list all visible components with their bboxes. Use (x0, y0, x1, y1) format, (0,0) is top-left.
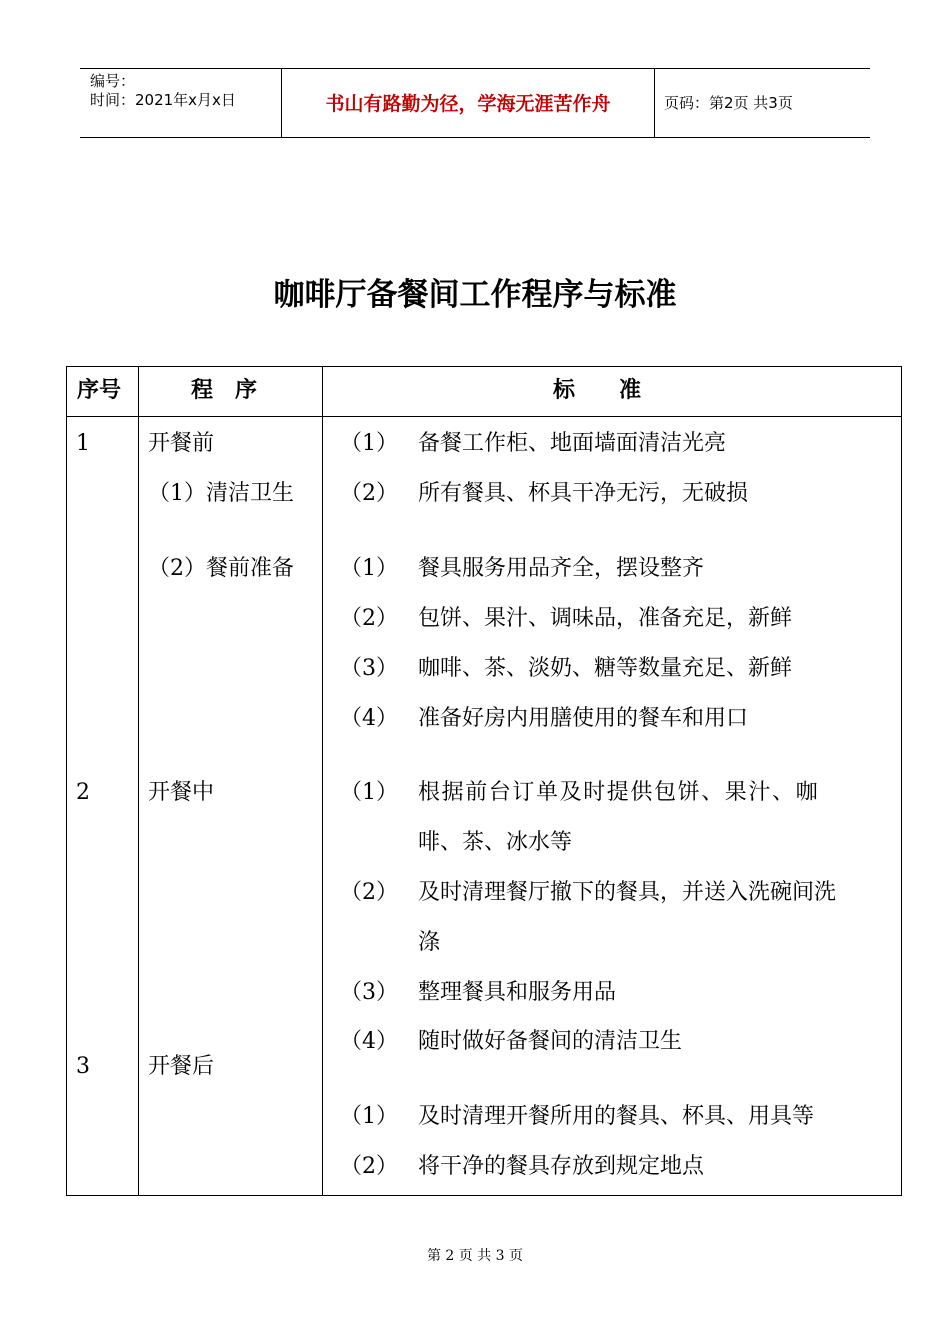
item-number: （1） (340, 780, 398, 805)
row-number: 2 (76, 780, 90, 805)
header-standard: 标 准 (553, 378, 642, 403)
header-center-cell (281, 69, 655, 137)
item-text: 随时做好备餐间的清洁卫生 (418, 1029, 683, 1054)
serial-label: 编号： (90, 72, 136, 90)
item-text: 整理餐具和服务用品 (418, 980, 617, 1005)
item-text: 咖啡、茶、淡奶、糖等数量充足、新鲜 (418, 656, 793, 681)
page-header (80, 68, 870, 138)
header-page-info: 页码：第2页 共3页 (664, 94, 793, 112)
item-number: （3） (340, 656, 398, 681)
procedure-sub-label: （2）餐前准备 (148, 556, 294, 581)
item-text: 及时清理开餐所用的餐具、杯具、用具等 (418, 1104, 815, 1129)
item-text: 餐具服务用品齐全，摆设整齐 (418, 556, 705, 581)
item-number: （4） (340, 1029, 398, 1054)
procedure-label: 开餐后 (148, 1054, 215, 1079)
procedure-label: 开餐中 (148, 780, 215, 805)
header-row-divider (67, 416, 901, 417)
item-text: 将干净的餐具存放到规定地点 (418, 1154, 705, 1179)
header-no: 序号 (77, 378, 122, 403)
page-footer: 第 2 页 共 3 页 (426, 1248, 524, 1264)
item-number: （4） (340, 706, 398, 731)
item-text-continued: 涤 (418, 930, 441, 955)
procedure-sub-label: （1）清洁卫生 (148, 481, 294, 506)
item-number: （1） (340, 431, 398, 456)
item-number: （2） (340, 880, 398, 905)
item-number: （2） (340, 1154, 398, 1179)
item-text-continued: 啡、茶、冰水等 (418, 830, 573, 855)
column-divider (322, 367, 323, 1195)
procedure-table (66, 366, 902, 1196)
column-divider (138, 367, 139, 1195)
header-left-cell (80, 69, 280, 137)
procedure-label: 开餐前 (148, 431, 215, 456)
item-number: （1） (340, 1104, 398, 1129)
header-motto: 书山有路勤为径，学海无涯苦作舟 (325, 93, 611, 115)
header-procedure: 程 序 (191, 378, 258, 403)
header-right-cell (654, 69, 870, 137)
row-number: 3 (76, 1054, 90, 1079)
item-number: （2） (340, 481, 398, 506)
document-title: 咖啡厅备餐间工作程序与标准 (273, 277, 677, 313)
item-text: 准备好房内用膳使用的餐车和用口 (418, 706, 749, 731)
item-text: 所有餐具、杯具干净无污，无破损 (418, 481, 749, 506)
item-text: 备餐工作柜、地面墙面清洁光亮 (418, 431, 727, 456)
item-text: 包饼、果汁、调味品，准备充足，新鲜 (418, 606, 793, 631)
time-label: 时间：2021年x月x日 (90, 91, 236, 109)
item-number: （2） (340, 606, 398, 631)
row-number: 1 (76, 431, 90, 456)
item-number: （3） (340, 980, 398, 1005)
item-text: 及时清理餐厅撤下的餐具，并送入洗碗间洗 (418, 880, 837, 905)
item-number: （1） (340, 556, 398, 581)
item-text: 根据前台订单及时提供包饼、果汁、咖 (418, 780, 820, 805)
